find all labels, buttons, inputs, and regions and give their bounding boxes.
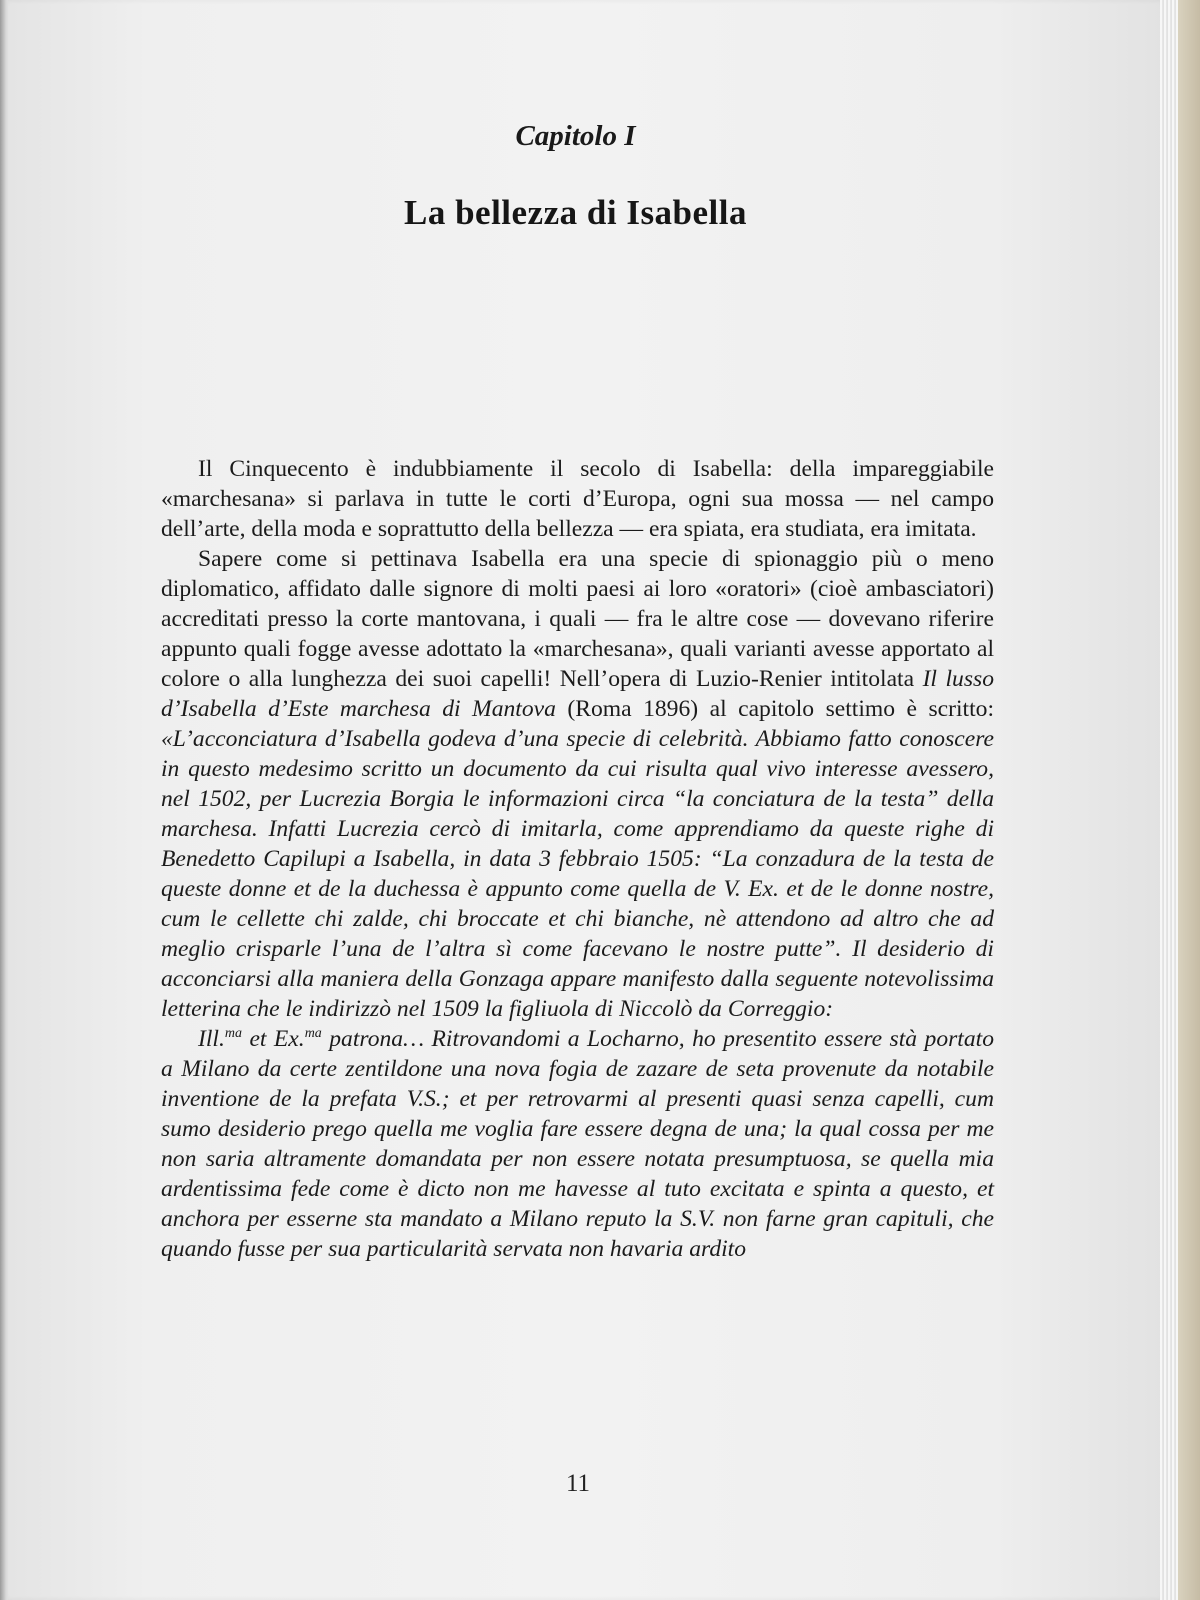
letter-salutation-ex: et Ex. [249,1026,305,1052]
book-title: Il lusso d’Isabella d’Este marchesa di Mantova [161,666,994,722]
chapter-label: Capitolo I [515,120,636,152]
paragraph-2 [161,544,994,1024]
chapter-title: La bellezza di Isabella [403,193,748,232]
quotation: «L’acconciatura d’Isabella godeva d’una specie di celebrità. Abbiamo fatto conoscere in questo medesimo scritto un documento da cui risulta qual vivo interesse avessero, nel 1502, per Lucrezia Borgia le informazioni circa “la conciatura de la testa” della marchesa. Infatti Lucrezia cercò di imitarla, come apprendiamo da queste righe di Benedetto Capilupi a Isabella, in data 3 febbraio 1505: “La conzadura de la testa de queste donne et de la duchessa è appunto come quella de V. Ex. et de le donne nostre, cum le cellette chi zalde, chi broccate et chi bianche, nè attendono ad altro che ad meglio crisparle l’una de l’altra sì come facevano le nostre putte”. Il desiderio di acconciarsi alla maniera della Gonzaga appare manifesto dalla seguente notevolissima letterina che le indirizzò nel 1509 la figliuola di Niccolò da Correggio: [161,726,994,1022]
body-text [161,454,994,1264]
superscript-2: ma [304,1026,322,1041]
letter-text: patrona… Ritrovandomi a Locharno, ho presentito essere stà portato a Milano da certe zentildone una nova fogia de zazare de seta provenute da notabile inventione de la prefata V.S.; et per retrovarmi al presenti quasi senza capelli, cum sumo desiderio prego quella me voglia fare essere degna de una; la qual cossa per me non saria altramente domandata per non essere notata presumptuosa, se quella mia ardentissima fede come è dicto non me havesse al tuto excitata e spinta a questo, et anchora per esserne sta mandato a Milano reputo la S.V. non farne gran capituli, che quando fusse per sua particularità servata non havaria ardito [161,1026,995,1262]
letter-salutation-ill: Ill. [198,1026,225,1052]
paragraph-2-text: Sapere come si pettinava Isabella era una specie di spionaggio più o meno diplomatico, affidato dalle signore di molti paesi ai loro «oratori» (cioè ambasciatori) accreditati presso la corte mantovana, i quali — fra le altre cose — dovevano riferire appunto quali fogge avesse adottato la «marchesana», quali varianti avesse apportato al colore o alla lunghezza dei suoi capelli! Nell’opera di Luzio-Renier intitolata [161,546,994,692]
book-page [8,0,1166,1600]
page-number: 11 [565,1470,591,1497]
letter-quote [161,1024,994,1264]
page-edges [1160,0,1200,1600]
paragraph-2-text-b: (Roma 1896) al capitolo settimo è scritto: [567,696,994,722]
paragraph-1: Il Cinquecento è indubbiamente il secolo di Isabella: della impareggiabile «marchesana» si parlava in tutte le corti d’Europa, ogni sua mossa — nel campo dell’arte, della moda e soprattutto della bellezza — era spiata, era studiata, era imitata. [161,456,994,542]
superscript-1: ma [224,1026,242,1041]
